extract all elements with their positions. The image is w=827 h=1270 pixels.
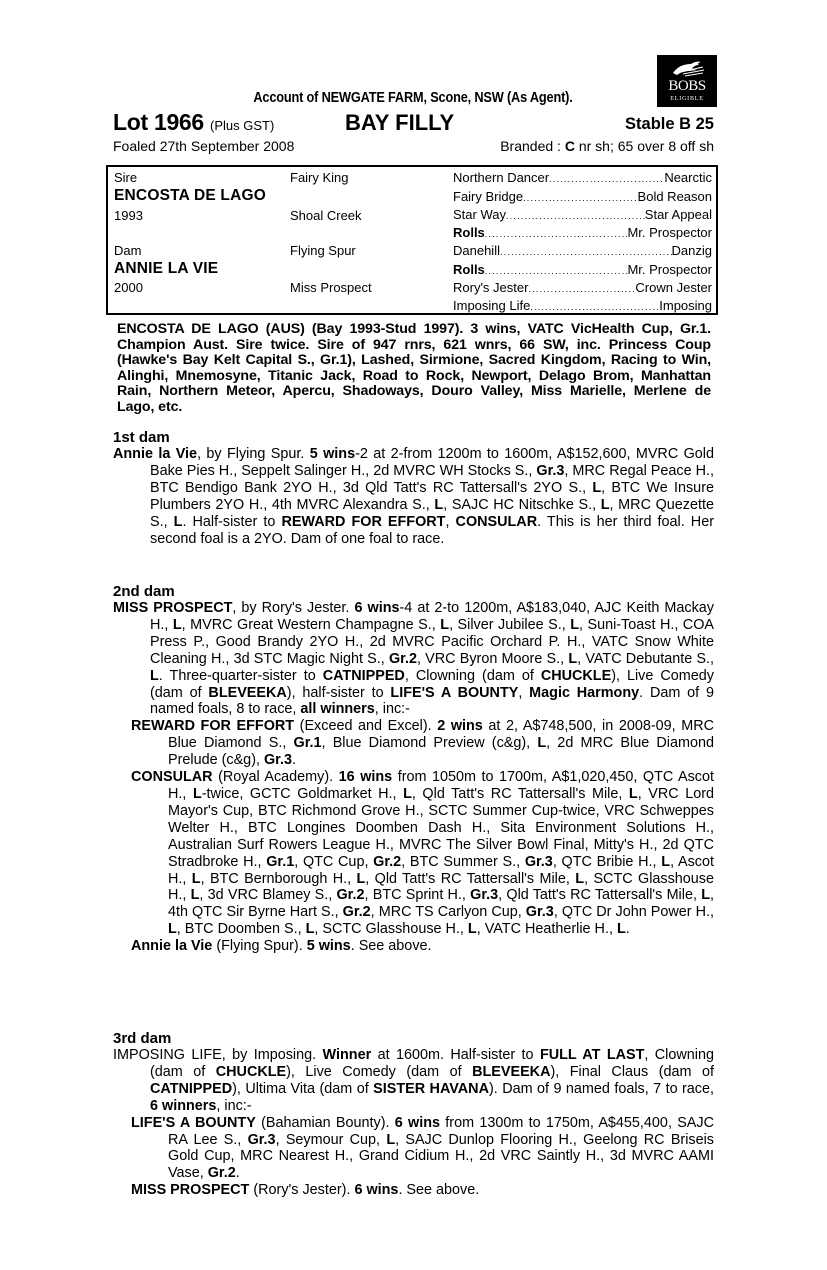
- progeny-entry: MISS PROSPECT (Rory's Jester). 6 wins. See above.: [131, 1182, 480, 1199]
- first-dam-section: [113, 429, 714, 547]
- progeny-entry: REWARD FOR EFFORT (Exceed and Excel). 2 wins at 2, A$748,500, in 2008-09, MRC Blue Diamond S., Gr.1, Blue Diamond Preview (c&g), L, 2d MRC Blue Diamond Prelude (c&g), Gr.3.: [131, 718, 714, 769]
- section-heading: 3rd dam: [113, 1030, 172, 1047]
- dam-paragraph: Annie la Vie, by Flying Spur. 5 wins-2 at 2-from 1200m to 1600m, A$152,600, MVRC Gold Bake Pies H., Seppelt Salinger H., 2d MVRC WH Stocks S., Gr.3, MRC Regal Peace H., BTC Bendigo Bank 2YO H., 3d Qld Tatt's RC Tattersall's 2YO S., L, BTC We Insure Plumbers 2YO H., 4th MVRC Alexandra S., L, SAJC HC Nitschke S., L, MRC Quezette S., L. Half-sister to REWARD FOR EFFORT, CONSULAR. This is her third foal. Her second foal is a 2YO. Dam of one foal to race.: [113, 446, 714, 547]
- progeny-entry: CONSULAR (Royal Academy). 16 wins from 1050m to 1700m, A$1,020,450, QTC Ascot H., L-twice, GCTC Goldmarket H., L, Qld Tatt's RC Tattersall's Mile, L, VRC Lord Mayor's Cup, BTC Richmond Grove H., SCTC Summer Cup-twice, VRC Schweppes Welter H., BTC Longines Doomben Dash H., Sita Environment Solutions H., Australian Surf Rowers League H., MVRC The Silver Bowl Final, Mitty's H., 2d QTC Stradbroke H., Gr.1, QTC Cup, Gr.2, BTC Summer S., Gr.3, QTC Bribie H., L, Ascot H., L, BTC Bernborough H., L, Qld Tatt's RC Tattersall's Mile, L, SCTC Glasshouse H., L, 3d VRC Blamey S., Gr.2, BTC Sprint H., Gr.3, Qld Tatt's RC Tattersall's Mile, L, 4th QTC Sir Byrne Hart S., Gr.2, MRC TS Carlyon Cup, Gr.3, QTC Dr John Power H., L, BTC Doomben S., L, SCTC Glasshouse H., L, VATC Heatherlie H., L.: [131, 769, 715, 938]
- ancestor-row: Fairy Bridge ..... Bold Reason: [453, 189, 712, 206]
- ancestor-row: Imposing Life ..... Imposing: [453, 298, 712, 315]
- dam-sire: Flying Spur: [290, 243, 356, 258]
- sire-year: 1993: [114, 208, 143, 223]
- bobs-horse-icon: [667, 59, 707, 79]
- brand-mark: C: [564, 138, 575, 154]
- logo-text: BOBS: [668, 78, 706, 94]
- sire-sire: Fairy King: [290, 170, 349, 185]
- section-heading: 1st dam: [113, 429, 170, 446]
- dam-dam: Miss Prospect: [290, 280, 372, 295]
- sire-dam: Shoal Creek: [290, 208, 362, 223]
- stable-location: Stable B 25: [625, 115, 714, 133]
- ancestor-row: Rolls ..... Mr. Prospector: [453, 225, 712, 242]
- lot-label: Lot 1966: [113, 109, 204, 135]
- logo-subtext: ELIGIBLE: [670, 96, 704, 102]
- ancestor-row: Danehill ..... Danzig: [453, 243, 712, 260]
- ancestor-row: Northern Dancer ..... Nearctic: [453, 170, 712, 187]
- pedigree-table: [106, 165, 718, 315]
- progeny-entry: Annie la Vie (Flying Spur). 5 wins. See above.: [131, 938, 432, 955]
- vendor-account: Account of NEWGATE FARM, Scone, NSW (As Agent).: [253, 90, 573, 106]
- foaled-date: Foaled 27th September 2008: [113, 138, 295, 154]
- dam-year: 2000: [114, 280, 143, 295]
- dam-label: Dam: [114, 243, 142, 258]
- lot-number: [113, 109, 274, 136]
- third-dam-section: [113, 1030, 714, 1199]
- gst-note: (Plus GST): [210, 118, 275, 133]
- progeny-entry: LIFE'S A BOUNTY (Bahamian Bounty). 6 wins from 1300m to 1750m, A$455,400, SAJC RA Lee S., Gr.3, Seymour Cup, L, SAJC Dunlop Flooring H., Geelong RC Briseis Gold Cup, MRC Nearest H., Grand Cidium H., 2d VRC Saintly H., 3d MVRC AAMI Vase, Gr.2.: [131, 1114, 715, 1182]
- second-dam-section: [113, 583, 714, 955]
- section-heading: 2nd dam: [113, 583, 175, 600]
- sire-name: ENCOSTA DE LAGO: [114, 187, 266, 204]
- dam-paragraph: MISS PROSPECT, by Rory's Jester. 6 wins-4 at 2-to 1200m, A$183,040, AJC Keith Mackay H., L, MVRC Great Western Champagne S., L, Silver Jubilee S., L, Suni-Toast H., COA Press P., Good Brandy 2YO H., 2d MVRC Pacific Orchard P. H., VATC Snow White Cleaning H., 3d STC Magic Night S., Gr.2, VRC Byron Moore S., L, VATC Debutante S., L. Three-quarter-sister to CATNIPPED, Clowning (dam of CHUCKLE), Live Comedy (dam of BLEVEEKA), half-sister to LIFE'S A BOUNTY, Magic Harmony. Dam of 9 named foals, 8 to race, all winners, inc:-: [113, 600, 715, 718]
- horse-description: BAY FILLY: [345, 110, 455, 135]
- sire-label: Sire: [114, 170, 138, 185]
- ancestor-row: Rolls ..... Mr. Prospector: [453, 262, 712, 279]
- ancestor-row: Star Way ..... Star Appeal: [453, 207, 712, 224]
- sire-summary: ENCOSTA DE LAGO (AUS) (Bay 1993-Stud 1997). 3 wins, VATC VicHealth Cup, Gr.1. Champion Aust. Sire twice. Sire of 947 rnrs, 621 wnrs, 66 SW, inc. Princess Coup (Hawke's Bay Kelt Capital S., Gr.1), Lashed, Sirmione, Sacred Kingdom, Racing to Win, Alinghi, Mnemosyne, Titanic Jack, Road to Rock, Newport, Delago Brom, Manhattan Rain, Northern Meteor, Apercu, Shadoways, Douro Valley, Miss Marielle, Merlene de Lago, etc.: [117, 321, 711, 415]
- brand-marks: Branded : C nr sh; 65 over 8 off sh: [500, 138, 714, 154]
- dam-name: ANNIE LA VIE: [114, 260, 219, 277]
- ancestor-row: Rory's Jester ..... Crown Jester: [453, 280, 712, 297]
- dam-paragraph: IMPOSING LIFE, by Imposing. Winner at 1600m. Half-sister to FULL AT LAST, Clowning (dam of CHUCKLE), Live Comedy (dam of BLEVEEKA), Final Claus (dam of CATNIPPED), Ultima Vita (dam of SISTER HAVANA). Dam of 9 named foals, 7 to race, 6 winners, inc:-: [113, 1047, 714, 1114]
